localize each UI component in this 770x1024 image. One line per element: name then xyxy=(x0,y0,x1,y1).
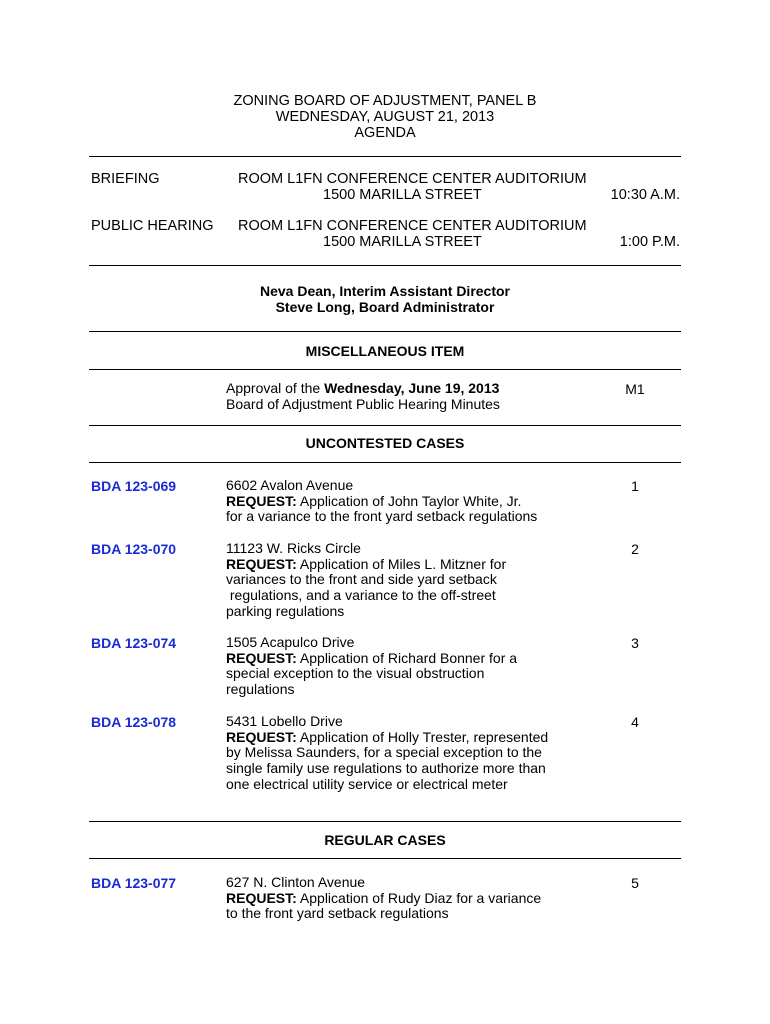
case-request xyxy=(226,557,596,573)
session-address: 1500 MARILLA STREET xyxy=(323,187,482,203)
request-text: one electrical utility service or electrical meter xyxy=(226,775,508,792)
request-label: REQUEST: xyxy=(226,649,297,666)
misc-description: Board of Adjustment Public Hearing Minutes xyxy=(226,396,500,412)
case-address: 11123 W. Ricks Circle xyxy=(226,540,361,556)
case-details xyxy=(226,541,596,620)
divider xyxy=(89,265,681,266)
session-label: PUBLIC HEARING xyxy=(91,218,214,234)
session-time: 1:00 P.M. xyxy=(619,234,680,250)
board-title: ZONING BOARD OF ADJUSTMENT, PANEL B xyxy=(233,93,537,109)
misc-date: Wednesday, June 19, 2013 xyxy=(324,380,500,396)
request-text: single family use regulations to authorize more than xyxy=(226,760,546,777)
case-id-link: BDA 123-074 xyxy=(91,635,177,651)
request-text: special exception to the visual obstruction xyxy=(226,665,485,682)
case-request xyxy=(226,730,596,746)
session-location: ROOM L1FN CONFERENCE CENTER AUDITORIUM xyxy=(238,171,587,187)
case-address: 1505 Acapulco Drive xyxy=(226,634,355,650)
case-number: 4 xyxy=(631,714,639,730)
case-details xyxy=(226,478,596,525)
misc-approval-line xyxy=(226,381,499,397)
divider xyxy=(89,462,681,463)
case-details xyxy=(226,875,596,922)
case-address: 627 N. Clinton Avenue xyxy=(226,874,366,890)
request-text: to the front yard setback regulations xyxy=(226,905,449,922)
divider xyxy=(89,369,681,370)
misc-prefix: Approval of the xyxy=(226,380,325,396)
staff-director: Neva Dean, Interim Assistant Director xyxy=(259,283,510,299)
case-number: 2 xyxy=(631,541,639,557)
meeting-date: WEDNESDAY, AUGUST 21, 2013 xyxy=(275,109,495,125)
case-request xyxy=(226,891,596,907)
divider xyxy=(89,331,681,332)
case-id-link: BDA 123-070 xyxy=(91,541,177,557)
divider xyxy=(89,858,681,859)
request-text: by Melissa Saunders, for a special exception to the xyxy=(226,744,542,761)
request-text: regulations xyxy=(226,681,295,698)
staff-administrator: Steve Long, Board Administrator xyxy=(275,299,495,315)
case-number: 1 xyxy=(631,478,639,494)
request-text: Application of Richard Bonner for a xyxy=(296,649,518,666)
session-address: 1500 MARILLA STREET xyxy=(323,234,482,250)
session-label: BRIEFING xyxy=(91,171,160,187)
case-number: 5 xyxy=(631,875,639,891)
request-text: Application of Holly Trester, represented xyxy=(296,728,549,745)
case-id-link: BDA 123-069 xyxy=(91,478,177,494)
case-details xyxy=(226,714,596,793)
case-request xyxy=(226,651,596,667)
divider xyxy=(89,425,681,426)
case-number: 3 xyxy=(631,635,639,651)
request-text: for a variance to the front yard setback regulations xyxy=(226,508,538,525)
request-label: REQUEST: xyxy=(226,728,297,745)
case-details xyxy=(226,635,596,698)
case-request xyxy=(226,494,596,510)
request-text: regulations, and a variance to the off-street xyxy=(226,587,496,604)
request-label: REQUEST: xyxy=(226,889,297,906)
divider xyxy=(89,156,681,157)
case-id-link: BDA 123-078 xyxy=(91,714,177,730)
request-text: variances to the front and side yard setback xyxy=(226,571,497,588)
request-text: Application of Miles L. Mitzner for xyxy=(296,555,507,572)
agenda-heading: AGENDA xyxy=(354,125,416,141)
case-id-link: BDA 123-077 xyxy=(91,875,177,891)
request-label: REQUEST: xyxy=(226,492,297,509)
case-address: 6602 Avalon Avenue xyxy=(226,477,354,493)
regular-section-title: REGULAR CASES xyxy=(324,832,446,848)
request-text: Application of Rudy Diaz for a variance xyxy=(296,889,542,906)
request-text: parking regulations xyxy=(226,602,345,619)
divider xyxy=(89,821,681,822)
case-address: 5431 Lobello Drive xyxy=(226,713,343,729)
request-text: Application of John Taylor White, Jr. xyxy=(296,492,522,509)
request-label: REQUEST: xyxy=(226,555,297,572)
session-location: ROOM L1FN CONFERENCE CENTER AUDITORIUM xyxy=(238,218,587,234)
misc-number: M1 xyxy=(625,381,645,397)
uncontested-section-title: UNCONTESTED CASES xyxy=(305,435,465,451)
misc-section-title: MISCELLANEOUS ITEM xyxy=(305,343,465,359)
session-time: 10:30 A.M. xyxy=(610,187,680,203)
